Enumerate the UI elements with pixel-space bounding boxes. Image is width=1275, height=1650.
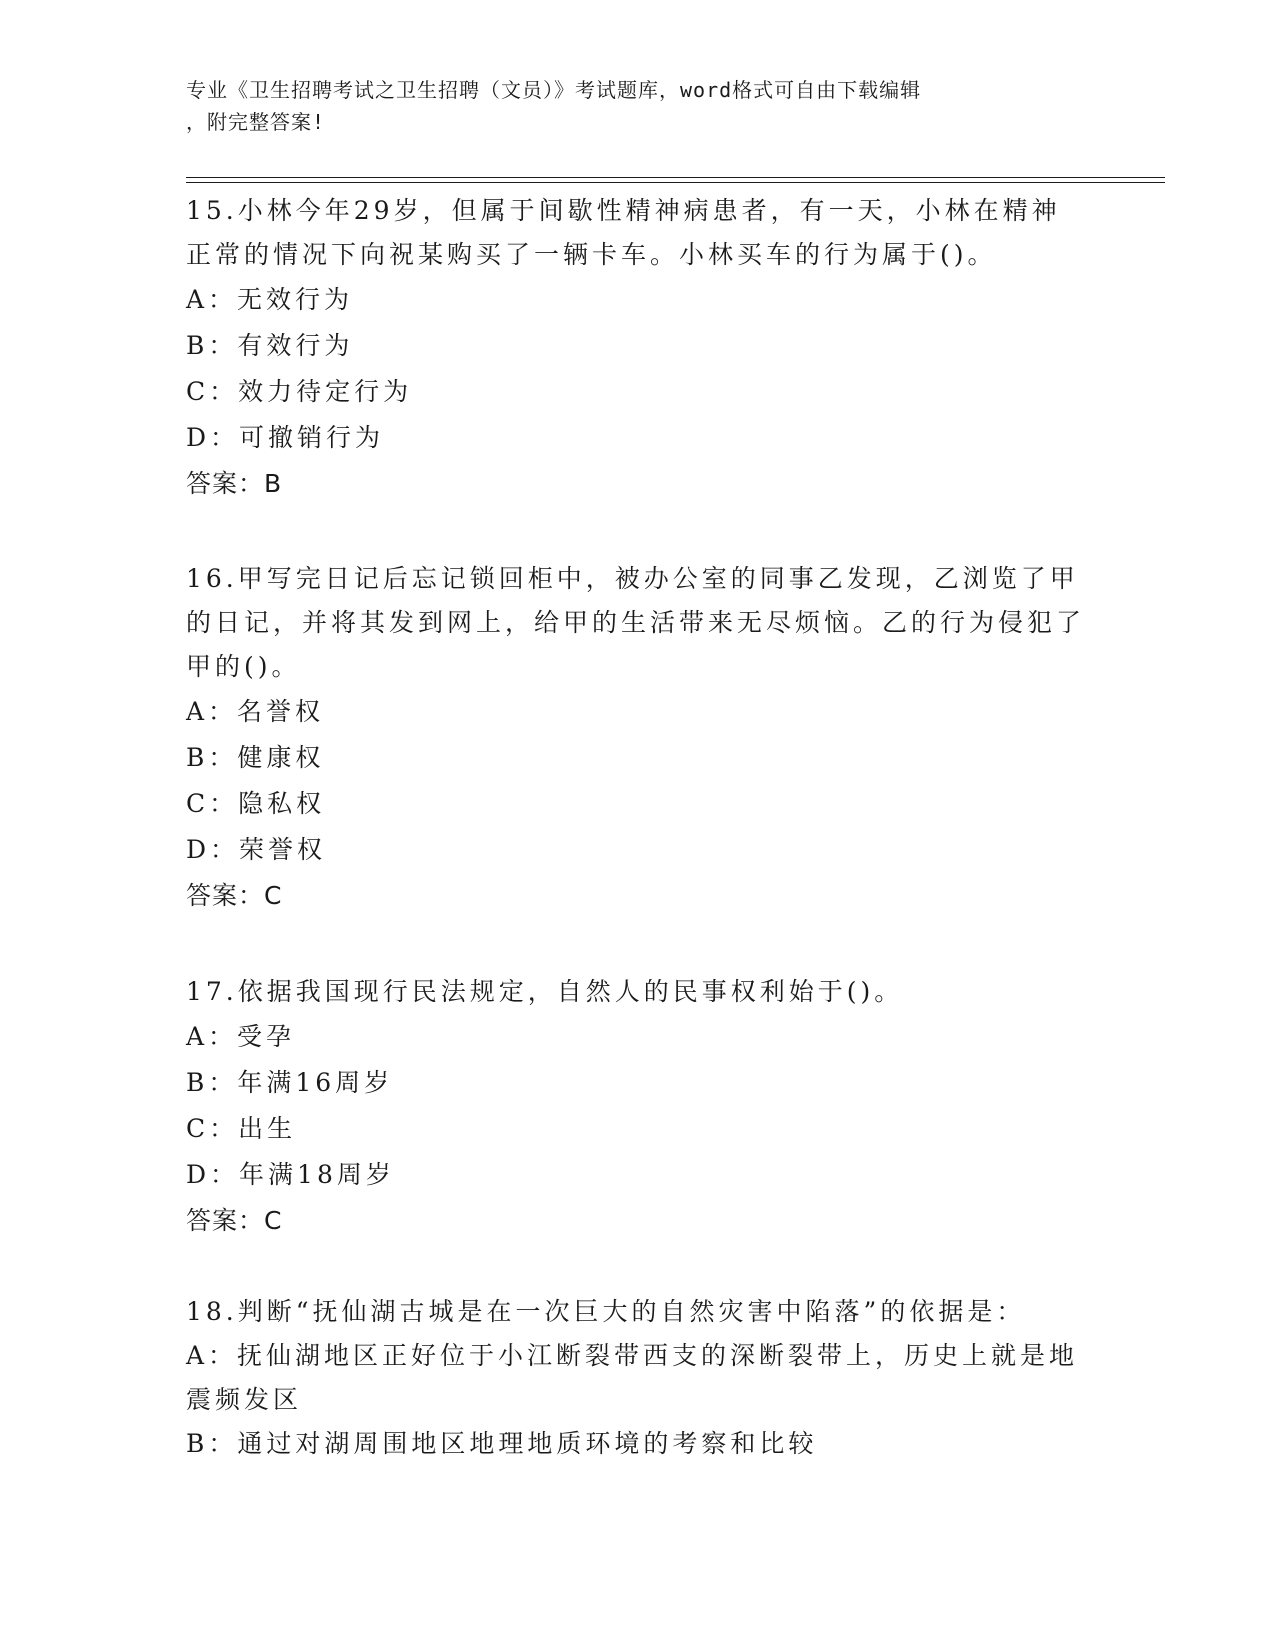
option-c: C：出生 [186, 1114, 297, 1143]
option-a: A：抚仙湖地区正好位于小江断裂带西支的深断裂带上，历史上就是地震频发区 [186, 1341, 1079, 1414]
option-b: B：有效行为 [186, 331, 354, 360]
header-divider-top [186, 177, 1165, 178]
header-line-1: 专业《卫生招聘考试之卫生招聘（文员）》考试题库，word格式可自由下载编辑 [186, 78, 922, 102]
question-stem: 16.甲写完日记后忘记锁回柜中，被办公室的同事乙发现，乙浏览了甲的日记，并将其发到网上，给甲的生活带来无尽烦恼。乙的行为侵犯了甲的()。 [186, 564, 1086, 681]
header-line-2: ，附完整答案! [186, 110, 326, 134]
option-b: B：年满16周岁 [186, 1068, 394, 1097]
question-17 [186, 970, 1086, 1244]
question-stem: 15.小林今年29岁，但属于间歇性精神病患者，有一天，小林在精神正常的情况下向祝某购买了一辆卡车。小林买车的行为属于()。 [186, 196, 1061, 269]
answer: 答案：C [186, 881, 283, 910]
option-b: B：健康权 [186, 743, 325, 772]
option-a: A：受孕 [186, 1022, 296, 1051]
answer: 答案：B [186, 469, 283, 498]
option-a: A：名誉权 [186, 697, 325, 726]
option-a: A：无效行为 [186, 285, 354, 314]
option-c: C：效力待定行为 [186, 377, 413, 406]
document-header [186, 74, 1066, 138]
header-divider-bottom [186, 182, 1165, 183]
option-d: D：荣誉权 [186, 835, 327, 864]
option-d: D：年满18周岁 [186, 1160, 395, 1189]
question-15 [186, 189, 1086, 507]
question-stem: 17.依据我国现行民法规定，自然人的民事权利始于()。 [186, 977, 904, 1006]
question-18 [186, 1290, 1086, 1466]
option-c: C：隐私权 [186, 789, 326, 818]
question-stem: 18.判断“抚仙湖古城是在一次巨大的自然灾害中陷落”的依据是： [186, 1297, 1026, 1326]
option-b: B：通过对湖周围地区地理地质环境的考察和比较 [186, 1429, 818, 1458]
answer: 答案：C [186, 1206, 283, 1235]
question-16 [186, 557, 1086, 919]
option-d: D：可撤销行为 [186, 423, 385, 452]
